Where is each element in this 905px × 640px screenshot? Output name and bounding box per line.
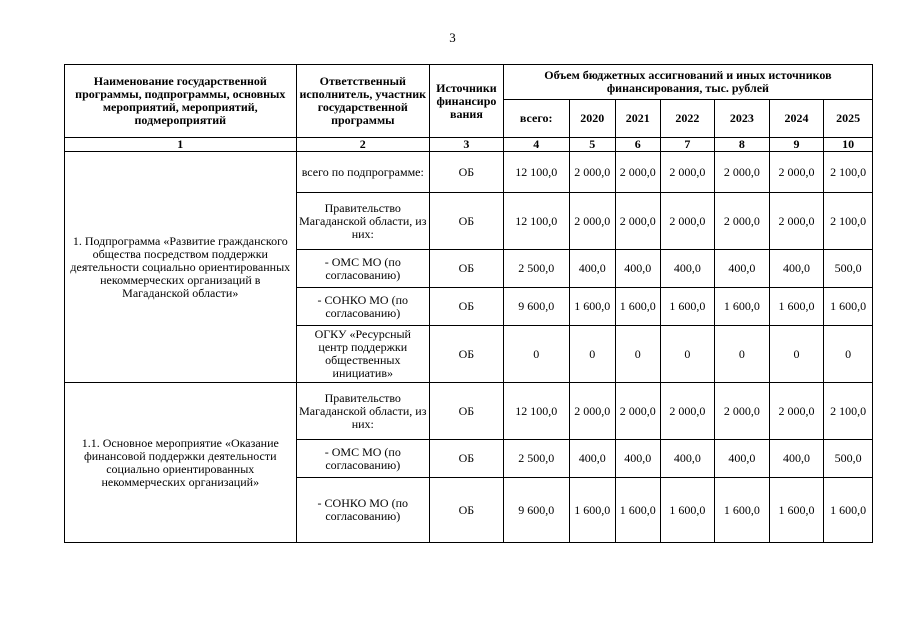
year-value-cell: 400,0 <box>616 440 660 478</box>
index-cell: 4 <box>503 138 569 152</box>
year-value-cell: 400,0 <box>569 250 616 288</box>
source-cell: ОБ <box>430 152 504 193</box>
table-body <box>65 138 873 543</box>
year-value-cell: 0 <box>616 326 660 383</box>
source-cell: ОБ <box>430 193 504 250</box>
year-value-cell: 2 000,0 <box>616 152 660 193</box>
header-year: 2023 <box>715 100 770 138</box>
executor-cell: - СОНКО МО (по согласованию) <box>296 288 429 326</box>
year-value-cell: 1 600,0 <box>715 288 770 326</box>
year-value-cell: 400,0 <box>715 440 770 478</box>
header-volume: Объем бюджетных ассигнований и иных источников финансирования, тыс. рублей <box>503 65 872 100</box>
index-cell: 10 <box>824 138 873 152</box>
year-value-cell: 500,0 <box>824 250 873 288</box>
executor-cell: - СОНКО МО (по согласованию) <box>296 478 429 543</box>
total-cell: 12 100,0 <box>503 193 569 250</box>
year-value-cell: 400,0 <box>715 250 770 288</box>
total-cell: 0 <box>503 326 569 383</box>
header-year: 2024 <box>769 100 824 138</box>
executor-cell: всего по подпрограмме: <box>296 152 429 193</box>
year-value-cell: 400,0 <box>769 440 824 478</box>
index-cell: 2 <box>296 138 429 152</box>
year-value-cell: 2 000,0 <box>569 383 616 440</box>
year-value-cell: 2 000,0 <box>769 193 824 250</box>
year-value-cell: 2 000,0 <box>660 383 715 440</box>
year-value-cell: 1 600,0 <box>660 288 715 326</box>
year-value-cell: 2 000,0 <box>616 193 660 250</box>
header-year: 2020 <box>569 100 616 138</box>
header-year: 2022 <box>660 100 715 138</box>
source-cell: ОБ <box>430 478 504 543</box>
executor-cell: ОГКУ «Ресурсный центр поддержки общественных инициатив» <box>296 326 429 383</box>
year-value-cell: 1 600,0 <box>824 478 873 543</box>
year-value-cell: 2 000,0 <box>569 152 616 193</box>
index-cell: 1 <box>65 138 297 152</box>
total-cell: 9 600,0 <box>503 288 569 326</box>
year-value-cell: 2 100,0 <box>824 193 873 250</box>
source-cell: ОБ <box>430 440 504 478</box>
year-value-cell: 1 600,0 <box>769 288 824 326</box>
total-cell: 9 600,0 <box>503 478 569 543</box>
program-name-cell: 1.1. Основное мероприятие «Оказание финансовой поддержки деятельности социально ориентированных некоммерческих организаций» <box>65 383 297 543</box>
header-sources: Источники финансиро вания <box>430 65 504 138</box>
year-value-cell: 0 <box>569 326 616 383</box>
year-value-cell: 400,0 <box>660 440 715 478</box>
source-cell: ОБ <box>430 383 504 440</box>
year-value-cell: 400,0 <box>660 250 715 288</box>
year-value-cell: 0 <box>769 326 824 383</box>
year-value-cell: 2 100,0 <box>824 152 873 193</box>
year-value-cell: 2 000,0 <box>769 152 824 193</box>
index-cell: 8 <box>715 138 770 152</box>
year-value-cell: 1 600,0 <box>616 478 660 543</box>
index-cell: 5 <box>569 138 616 152</box>
year-value-cell: 2 000,0 <box>715 152 770 193</box>
total-cell: 12 100,0 <box>503 383 569 440</box>
budget-table <box>64 64 873 543</box>
executor-cell: - ОМС МО (по согласованию) <box>296 250 429 288</box>
year-value-cell: 500,0 <box>824 440 873 478</box>
source-cell: ОБ <box>430 326 504 383</box>
year-value-cell: 1 600,0 <box>715 478 770 543</box>
table-row <box>65 383 873 440</box>
year-value-cell: 2 000,0 <box>569 193 616 250</box>
program-name-cell: 1. Подпрограмма «Развитие гражданского общества посредством поддержки деятельности социально ориентированных некоммерческих организаций в Магаданской области» <box>65 152 297 383</box>
year-value-cell: 0 <box>660 326 715 383</box>
header-executor: Ответственный исполнитель, участник государственной программы <box>296 65 429 138</box>
total-cell: 2 500,0 <box>503 250 569 288</box>
year-value-cell: 400,0 <box>769 250 824 288</box>
total-cell: 12 100,0 <box>503 152 569 193</box>
year-value-cell: 2 000,0 <box>616 383 660 440</box>
year-value-cell: 1 600,0 <box>569 288 616 326</box>
year-value-cell: 400,0 <box>616 250 660 288</box>
executor-cell: Правительство Магаданской области, из них: <box>296 193 429 250</box>
year-value-cell: 1 600,0 <box>569 478 616 543</box>
year-value-cell: 400,0 <box>569 440 616 478</box>
header-year: 2025 <box>824 100 873 138</box>
year-value-cell: 2 100,0 <box>824 383 873 440</box>
index-cell: 9 <box>769 138 824 152</box>
year-value-cell: 0 <box>824 326 873 383</box>
year-value-cell: 0 <box>715 326 770 383</box>
year-value-cell: 1 600,0 <box>769 478 824 543</box>
index-cell: 3 <box>430 138 504 152</box>
total-cell: 2 500,0 <box>503 440 569 478</box>
executor-cell: Правительство Магаданской области, из них: <box>296 383 429 440</box>
header-year: 2021 <box>616 100 660 138</box>
year-value-cell: 2 000,0 <box>769 383 824 440</box>
year-value-cell: 2 000,0 <box>660 193 715 250</box>
header-name: Наименование государственной программы, подпрограммы, основных мероприятий, мероприятий, подмероприятий <box>65 65 297 138</box>
index-row <box>65 138 873 152</box>
header-total: всего: <box>503 100 569 138</box>
year-value-cell: 2 000,0 <box>715 383 770 440</box>
source-cell: ОБ <box>430 250 504 288</box>
year-value-cell: 2 000,0 <box>660 152 715 193</box>
index-cell: 7 <box>660 138 715 152</box>
year-value-cell: 1 600,0 <box>660 478 715 543</box>
source-cell: ОБ <box>430 288 504 326</box>
year-value-cell: 1 600,0 <box>824 288 873 326</box>
table-row <box>65 152 873 193</box>
year-value-cell: 1 600,0 <box>616 288 660 326</box>
executor-cell: - ОМС МО (по согласованию) <box>296 440 429 478</box>
index-cell: 6 <box>616 138 660 152</box>
page-number: 3 <box>449 30 456 45</box>
year-value-cell: 2 000,0 <box>715 193 770 250</box>
